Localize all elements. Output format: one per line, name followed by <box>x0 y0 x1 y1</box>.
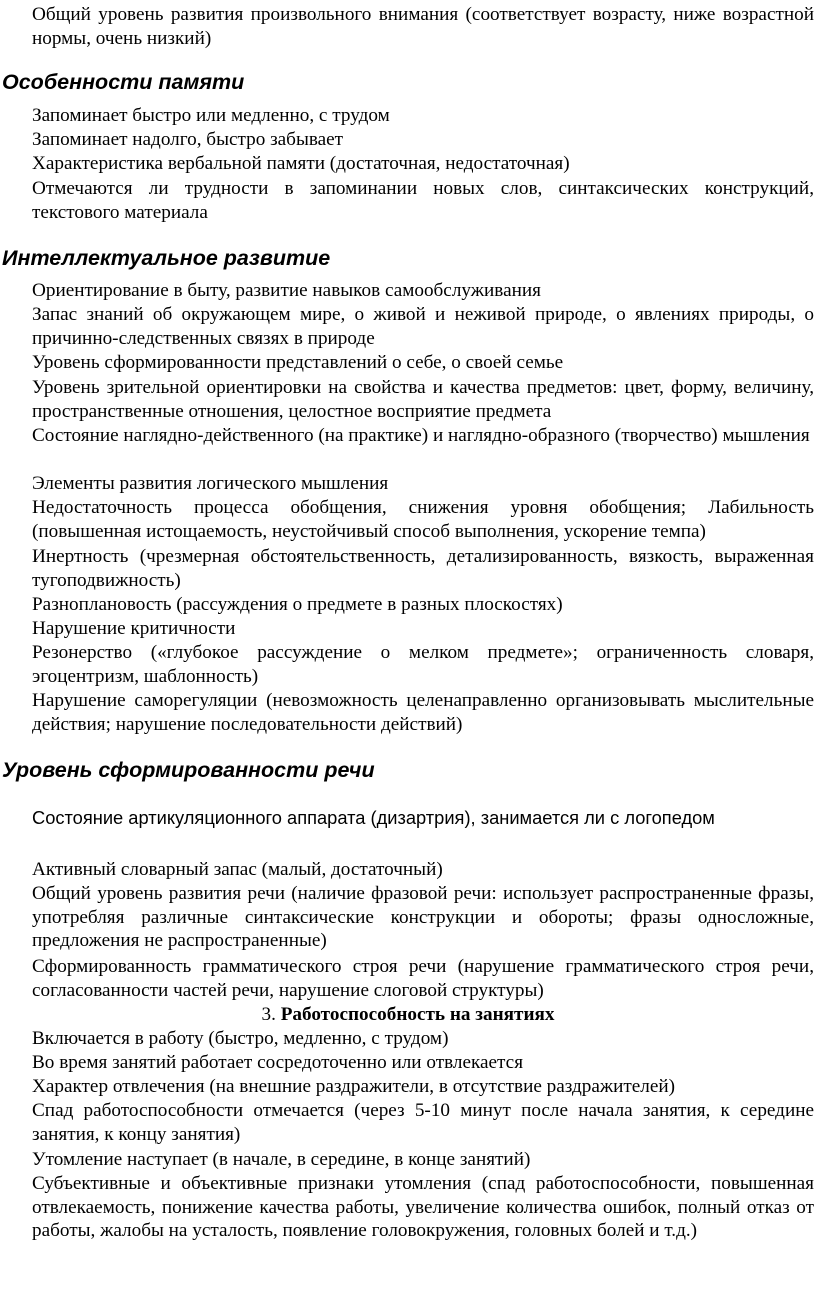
intellect-item: Элементы развития логического мышления <box>32 473 389 494</box>
work-item: Характер отвлечения (на внешние раздражители, в отсутствие раздражителей) <box>32 1076 676 1097</box>
work-item: Спад работоспособности отмечается (через 5-10 минут после начала занятия, к середине занятия, к концу занятия) <box>32 1100 814 1145</box>
speech-articulation-text: Состояние артикуляционного аппарата (дизартрия), занимается ли с логопедом <box>32 807 715 828</box>
speech-item: Общий уровень развития речи (наличие фразовой речи: использует распространенные фразы, употребляя различные синтаксические конструкции и обороты; фразы односложные, предложения не распространенные) <box>32 883 814 951</box>
work-item: Субъективные и объективные признаки утомления (спад работоспособности, повышенная отвлекаемость, понижение качества работы, увеличение количества ошибок, полный отказ от работы, жалобы на усталость, появление головокружения, головных болей и т.д.) <box>32 1173 814 1241</box>
intellect-item: Нарушение саморегуляции (невозможность целенаправленно организовывать мыслительные действия; нарушение последовательности действий) <box>32 690 814 735</box>
intellect-item: Уровень сформированности представлений о себе, о своей семье <box>32 352 564 373</box>
intellect-item: Уровень зрительной ориентировки на свойства и качества предметов: цвет, форму, величину, пространственные отношения, целостное восприятие предмета <box>32 377 814 422</box>
memory-item: Запоминает надолго, быстро забывает <box>32 129 344 150</box>
intellect-item: Нарушение критичности <box>32 618 236 639</box>
memory-item: Отмечаются ли трудности в запоминании новых слов, синтаксических конструкций, текстового материала <box>32 178 814 223</box>
work-heading-number: 3. <box>261 1004 276 1025</box>
speech-heading: Уровень сформированности речи <box>2 758 375 782</box>
work-item: Утомление наступает (в начале, в середине, в конце занятий) <box>32 1149 531 1170</box>
speech-item: Сформированность грамматического строя речи (нарушение грамматического строя речи, согласованности частей речи, нарушение слоговой структуры) <box>32 956 814 1001</box>
work-heading-title: Работоспособность на занятиях <box>280 1004 555 1025</box>
intellect-item: Резонерство («глубокое рассуждение о мелком предмете»; ограниченность словаря, эгоцентризм, шаблонность) <box>32 642 814 687</box>
work-heading <box>0 1003 816 1027</box>
speech-item: Активный словарный запас (малый, достаточный) <box>32 859 443 880</box>
intellect-item: Разноплановость (рассуждения о предмете в разных плоскостях) <box>32 594 563 615</box>
work-item: Во время занятий работает сосредоточенно или отвлекается <box>32 1052 524 1073</box>
intellect-item: Запас знаний об окружающем мире, о живой и неживой природе, о явлениях природы, о причинно-следственных связях в природе <box>32 304 814 349</box>
intellect-item: Состояние наглядно-действенного (на практике) и наглядно-образного (творчество) мышления <box>32 425 810 446</box>
intellect-item: Инертность (чрезмерная обстоятельственность, детализированность, вязкость, выраженная тугоподвижность) <box>32 546 814 591</box>
memory-item: Запоминает быстро или медленно, с трудом <box>32 105 390 126</box>
memory-heading: Особенности памяти <box>2 70 245 94</box>
attention-level-text: Общий уровень развития произвольного внимания (соответствует возрасту, ниже возрастной нормы, очень низкий) <box>32 4 814 49</box>
intellect-item: Недостаточность процесса обобщения, снижения уровня обобщения; Лабильность (повышенная истощаемость, неустойчивый способ выполнения, ускорение темпа) <box>32 497 814 542</box>
work-item: Включается в работу (быстро, медленно, с трудом) <box>32 1028 449 1049</box>
intellect-heading: Интеллектуальное развитие <box>2 246 331 270</box>
intellect-item: Ориентирование в быту, развитие навыков самообслуживания <box>32 280 541 301</box>
memory-item: Характеристика вербальной памяти (достаточная, недостаточная) <box>32 153 570 174</box>
